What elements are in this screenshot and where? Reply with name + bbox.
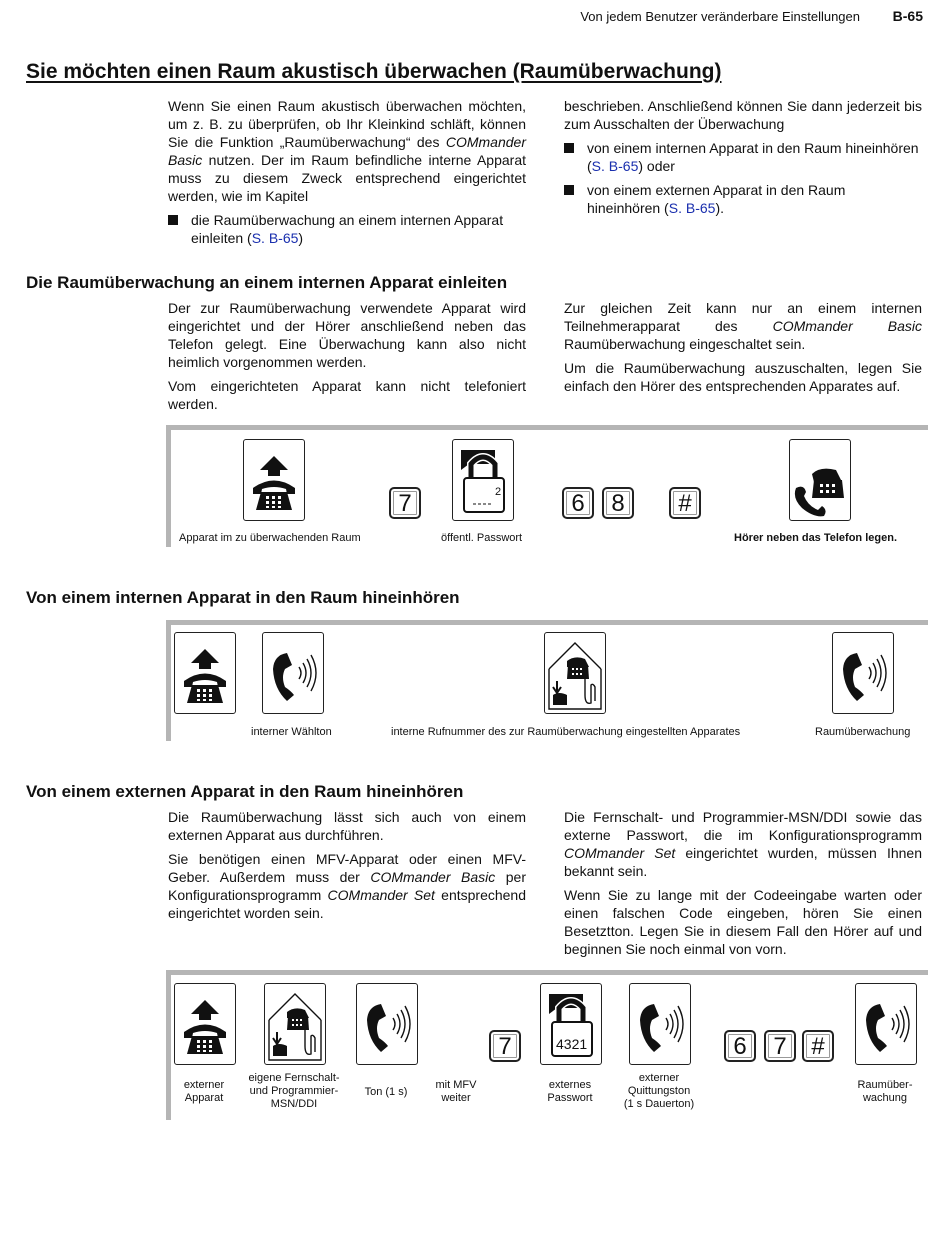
caption-hoerer-neben-telefon: Hörer neben das Telefon legen. (734, 532, 897, 544)
confirmation-tone-icon (629, 983, 691, 1065)
intro-paragraph: Wenn Sie einen Raum akustisch überwachen möchten, um z. B. zu überprüfen, ob Ihr Kleinkind schläft, können Sie die Funktion „Raumüberwachung“ des COMmander Basic nutzen. Der im Raum befindliche interne Apparat muss zu diesem Zweck entsprechend eingerichtet werden, wie im Kapitel (168, 98, 526, 204)
page-link[interactable]: S. B-65 (251, 230, 299, 246)
s3-paragraph-2: Sie benötigen einen MFV-Apparat oder einen MFV-Geber. Außerdem muss der COMmander Basic per Konfigurationsprogramm COMmander Set entsprechend eingerichtet worden sein. (168, 851, 526, 921)
main-heading: Sie möchten einen Raum akustisch überwachen (Raumüberwachung) (26, 60, 722, 83)
caption-apparat-im-raum: Apparat im zu überwachenden Raum (179, 532, 361, 544)
key-hash: # (669, 487, 701, 519)
intro-right-paragraph: beschrieben. Anschließend können Sie dann jederzeit bis zum Ausschalten der Überwachung (564, 98, 922, 132)
page-number: B-65 (892, 8, 923, 24)
intro-right-bullet-1: von einem internen Apparat in den Raum hineinhören (S. B-65) oder (564, 139, 922, 175)
s1-right-column (564, 299, 922, 401)
lift-handset-icon (174, 983, 236, 1065)
room-monitoring-sound-icon (832, 632, 894, 714)
external-password-lock-icon (540, 983, 602, 1065)
key-8: 8 (602, 487, 634, 519)
key-7: 7 (764, 1030, 796, 1062)
internal-number-house-icon (544, 632, 606, 714)
key-6: 6 (724, 1030, 756, 1062)
s1-right-paragraph-1: Zur gleichen Zeit kann nur an einem internen Teilnehmerapparat des COMmander Basic Raumüberwachung eingeschaltet sein. (564, 300, 922, 352)
intro-left-column (168, 97, 526, 253)
section-heading-1: Die Raumüberwachung an einem internen Apparat einleiten (26, 273, 508, 292)
s3-right-paragraph-1: Die Fernschalt- und Programmier-MSN/DDI sowie das externe Passwort, die im Konfigurationsprogramm COMmander Set eingerichtet wurden, müssen Ihnen bekannt sein. (564, 809, 922, 879)
s1-left-column (168, 299, 526, 419)
remote-msn-house-icon (264, 983, 326, 1065)
header-title: Von jedem Benutzer veränderbare Einstellungen (580, 9, 860, 24)
caption-raumueberwachung: Raumüber- wachung (857, 1079, 913, 1104)
section-heading-3: Von einem externen Apparat in den Raum hineinhören (26, 782, 464, 801)
s3-right-column (564, 808, 922, 964)
caption-externes-passwort: externes Passwort (547, 1079, 593, 1104)
page-header (0, 8, 950, 28)
section-heading-2: Von einem internen Apparat in den Raum hineinhören (26, 588, 460, 607)
s1-procedure-diagram (166, 425, 928, 547)
room-monitoring-sound-icon (855, 983, 917, 1065)
caption-quittungston: externer Quittungston (1 s Dauerton) (623, 1072, 695, 1110)
key-hash: # (802, 1030, 834, 1062)
key-7: 7 (489, 1030, 521, 1062)
key-7: 7 (389, 487, 421, 519)
intro-bullet: die Raumüberwachung an einem internen Apparat einleiten (S. B-65) (168, 211, 526, 247)
caption-mit-mfv-weiter: mit MFV weiter (435, 1079, 477, 1104)
tone-icon (356, 983, 418, 1065)
s1-paragraph-1: Der zur Raumüberwachung verwendete Apparat wird eingerichtet und der Hörer anschließend neben das Telefon gelegt. Eine Überwachung kann also nicht heimlich vorgenommen werden. (168, 300, 526, 370)
caption-externer-apparat: externer Apparat (183, 1079, 225, 1104)
s1-right-paragraph-2: Um die Raumüberwachung auszuschalten, legen Sie einfach den Hörer des entsprechenden Apparates auf. (564, 360, 922, 394)
caption-interne-rufnummer: interne Rufnummer des zur Raumüberwachung eingestellten Apparates (391, 726, 741, 738)
intro-right-column (564, 97, 922, 223)
lock-digit: 2 (495, 486, 502, 498)
s3-paragraph-1: Die Raumüberwachung lässt sich auch von einem externen Apparat aus durchführen. (168, 809, 526, 843)
caption-oeffentl-passwort: öffentl. Passwort (441, 532, 523, 544)
s3-right-paragraph-2: Wenn Sie zu lange mit der Codeeingabe warten oder einen falschen Code eingeben, hören Sie einen Besetztton. Legen Sie in diesem Fall den Hörer auf und beginnen Sie noch einmal von vorn. (564, 887, 922, 957)
s1-paragraph-2: Vom eingerichteten Apparat kann nicht telefoniert werden. (168, 378, 526, 412)
lock-icon (452, 439, 514, 521)
lift-handset-icon (243, 439, 305, 521)
caption-fernschalt-msn: eigene Fernschalt- und Programmier- MSN/DDI (248, 1072, 340, 1110)
page-link[interactable]: S. B-65 (668, 200, 716, 216)
s2-procedure-diagram (166, 620, 928, 741)
dial-tone-icon (262, 632, 324, 714)
intro-right-bullet-2: von einem externen Apparat in den Raum hineinhören (S. B-65). (564, 181, 922, 217)
s3-left-column (168, 808, 526, 928)
caption-interner-waehlton: interner Wählton (251, 726, 332, 738)
lift-handset-icon (174, 632, 236, 714)
key-6: 6 (562, 487, 594, 519)
lock-code: 4321 (556, 1036, 588, 1052)
caption-raumueberwachung: Raumüberwachung (815, 726, 911, 738)
handset-beside-phone-icon (789, 439, 851, 521)
s3-procedure-diagram (166, 970, 928, 1120)
page-link[interactable]: S. B-65 (591, 158, 639, 174)
caption-ton: Ton (1 s) (364, 1086, 408, 1098)
